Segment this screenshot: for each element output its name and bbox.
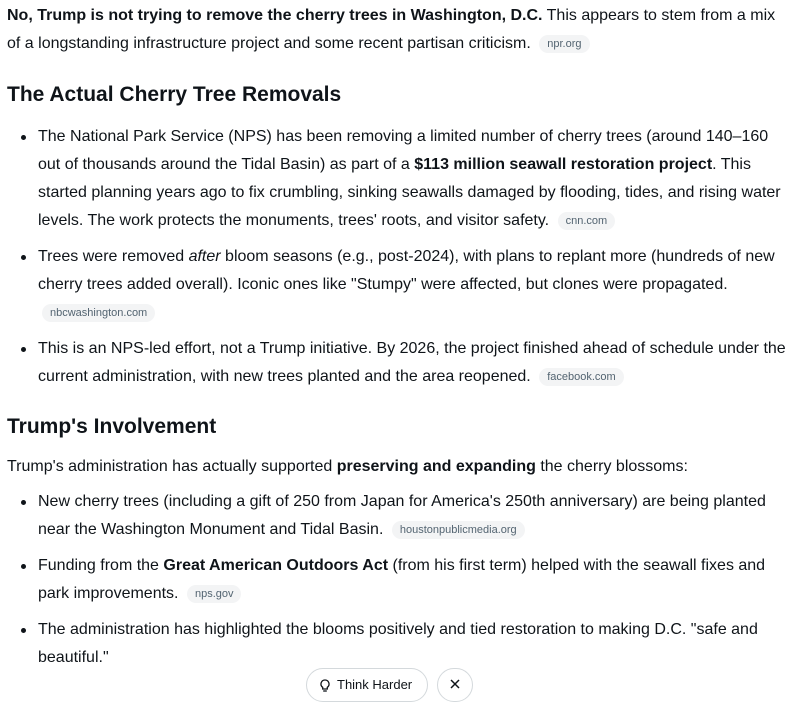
section-heading-involvement: Trump's Involvement: [7, 415, 217, 438]
intro-paragraph: [7, 2, 787, 58]
close-button[interactable]: [437, 668, 473, 702]
list-item: [7, 616, 787, 672]
source-chip[interactable]: nbcwashington.com: [42, 304, 155, 322]
list-item: [7, 488, 787, 544]
lightbulb-icon: [319, 679, 331, 692]
item-text: New cherry trees (including a gift of 250 from Japan for America's 250th anniversary) are being planted near the Washington Monument and Tidal Basin.: [38, 493, 766, 538]
bottom-action-bar: [0, 668, 794, 692]
item-text: bloom seasons (e.g., post-2024), with plans to replant more (hundreds of new cherry trees added overall). Iconic ones like "Stumpy" were affected, but clones were propagated.: [38, 248, 775, 293]
think-harder-button[interactable]: [306, 668, 428, 702]
item-text: Trees were removed: [38, 248, 189, 265]
section-heading-removals: The Actual Cherry Tree Removals: [7, 83, 342, 106]
involvement-list: [7, 488, 787, 672]
item-bold: Great American Outdoors Act: [163, 557, 389, 574]
list-item: [7, 123, 787, 235]
intro-text: This appears to stem from a mix of a longstanding infrastructure project and some recent partisan criticism.: [7, 7, 776, 52]
intro-bold: No, Trump is not trying to remove the cherry trees in Washington, D.C.: [7, 7, 543, 24]
removals-list: [7, 123, 787, 391]
list-item: [7, 335, 787, 391]
source-chip[interactable]: cnn.com: [558, 212, 616, 230]
source-chip[interactable]: houstonpublicmedia.org: [392, 521, 525, 539]
involvement-intro: [7, 453, 787, 481]
item-bold: $113 million seawall restoration project: [414, 156, 713, 173]
item-text: The administration has highlighted the blooms positively and tied restoration to making D.C. "safe and beautiful.": [38, 621, 758, 666]
close-icon: [449, 678, 461, 690]
intro-text: Trump's administration has actually supported: [7, 458, 337, 475]
source-chip[interactable]: npr.org: [539, 35, 589, 53]
intro-bold: preserving and expanding: [336, 458, 536, 475]
list-item: [7, 552, 787, 608]
item-text: This is an NPS-led effort, not a Trump initiative. By 2026, the project finished ahead of schedule under the current administration, with new trees planted and the area reopened.: [38, 340, 786, 385]
item-text: The National Park Service (NPS) has been removing a limited number of cherry trees (around 140–160 out of thousands around the Tidal Basin) as part of a: [38, 128, 769, 173]
source-chip[interactable]: nps.gov: [187, 585, 242, 603]
source-chip[interactable]: facebook.com: [539, 368, 623, 386]
list-item: [7, 243, 787, 327]
item-text: (from his first term) helped with the seawall fixes and park improvements.: [38, 557, 766, 602]
intro-text: the cherry blossoms:: [535, 458, 688, 475]
item-italic: after: [188, 248, 221, 265]
think-harder-label: Think Harder: [337, 677, 413, 692]
item-text: Funding from the: [38, 557, 164, 574]
item-text: . This started planning years ago to fix crumbling, sinking seawalls damaged by flooding, tides, and rising water levels. The work protects the monuments, trees' roots, and visitor safety.: [38, 156, 781, 229]
